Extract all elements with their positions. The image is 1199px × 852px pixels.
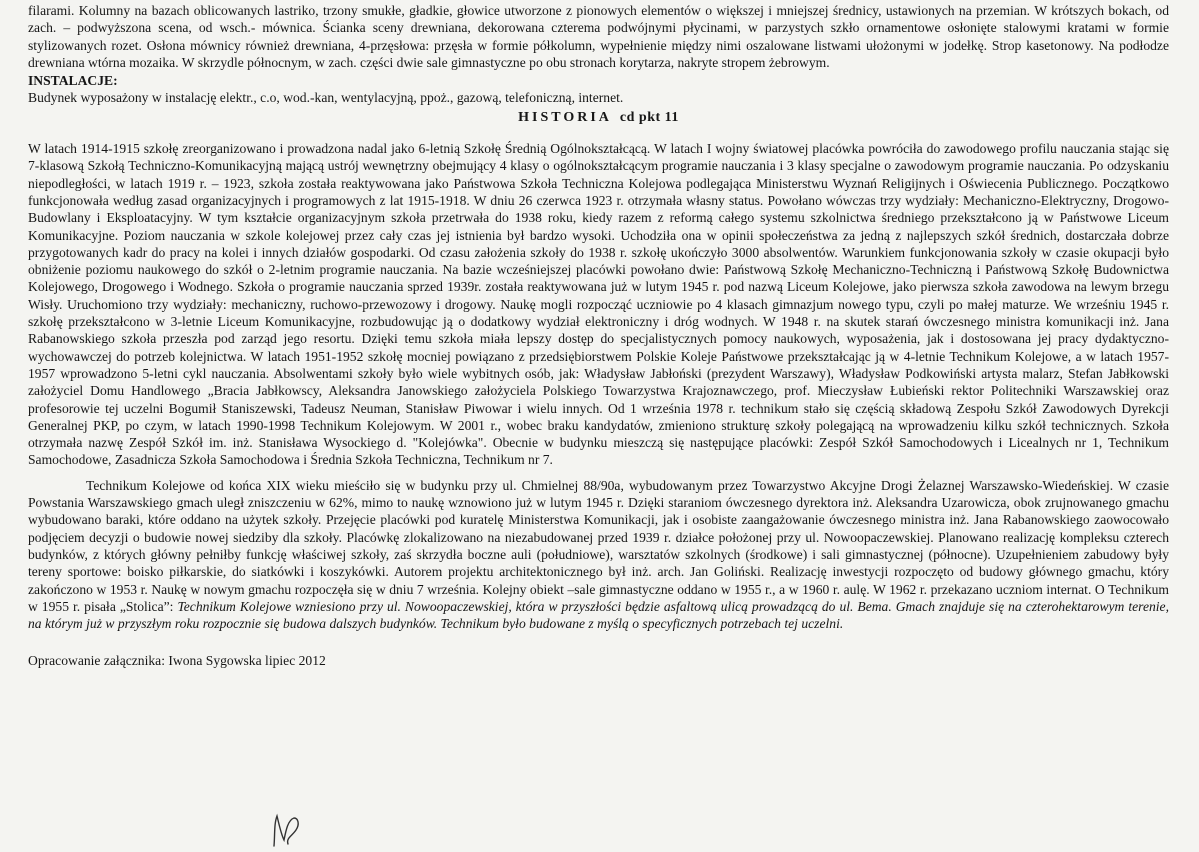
stolica-quote: Technikum Kolejowe wzniesiono przy ul. Nowoopaczewskiej, która w przyszłości będzie asfaltową ulicą prowadzącą do ul. Bema. Gmach znajduje się na czterohektarowym terenie, na którym już w przyszłym roku rozpocznie się budowa dalszych budynków. Technikum było budowane z myślą o specyficznych potrzebach tej uczelni. — [28, 598, 1169, 632]
historia-title-main: HISTORIA — [518, 109, 612, 125]
handwritten-signature — [270, 810, 304, 850]
historia-title-sub: cd pkt 11 — [619, 109, 679, 125]
instalacje-text: Budynek wyposażony w instalację elektr., c.o, wod.-kan, wentylacyjną, ppoż., gazową, telefoniczną, internet. — [28, 90, 624, 106]
author-note: Opracowanie załącznika: Iwona Sygowska lipiec 2012 — [28, 653, 326, 669]
historia-paragraph-2-text: Technikum Kolejowe od końca XIX wieku mieściło się w budynku przy ul. Chmielnej 88/90a, wybudowanym przez Towarzystwo Akcyjne Drogi Żelaznej Warszawsko-Wiedeńskiej. W czasie Powstania Warszawskiego gmach uległ zniszczeniu w 62%, mimo to naukę wznowiono już w lutym 1945 r. Dzięki staraniom ówczesnego dyrektora inż. Aleksandra Uzarowicza, obok zrujnowanego gmachu wybudowano baraki, które oddano na użytek szkoły. Przejęcie placówki pod kuratelę Ministerstwa Komunikacji, jak i osobiste zaangażowanie ówczesnego ministra inż. Jana Rabanowskiego zaowocowało podjęciem decyzji o budowie nowej siedziby dla szkoły. Placówkę zlokalizowano na niezabudowanej przed 1939 r. działce położonej przy ul. Nowoopaczewskiej. Planowano realizację kompleksu czterech budynków, z których główny pełniłby funkcję właściwej szkoły, zaś skrzydła boczne auli (południowe), warsztatów szkolnych (środkowe) i sali gimnastycznej (północne). Uzupełnieniem zabudowy były tereny sportowe: boisko piłkarskie, do siatkówki i koszykówki. Autorem projektu architektonicznego był inż. arch. Jan Goliński. Realizację inwestycji rozpoczęto od budowy głównego gmachu, który zakończono w 1953 r. Naukę w nowym gmachu rozpoczęła się w dniu 7 września. Kolejny obiekt –sale gimnastyczne oddano w 1955 r., a w 1960 r. aulę. W 1962 r. przekazano uczniom internat. O Technikum w 1955 r. pisała „Stolica”: — [28, 477, 1169, 614]
historia-paragraph-1: W latach 1914-1915 szkołę zreorganizowano i prowadzona nadal jako 6-letnią Szkołę Średnią Ogólnokształcącą. W latach I wojny światowej placówka powróciła do zawodowego profilu nauczania stając się 7-klasową Szkołą Techniczno-Komunikacyjną mającą ustrój wewnętrzny obejmujący 4 klasy o ogólnokształcącym programie nauczania i 3 klasy specjalne o zawodowym programie nauczania. Po odzyskaniu niepodległości, w latach 1919 r. – 1923, szkoła została reaktywowana jako Państwowa Szkoła Techniczna Kolejowa podlegająca Ministerstwu Wyznań Religijnych i Oświecenia Publicznego. Początkowo funkcjonowała według zasad organizacyjnych i programowych z lat 1915-1918. W dniu 26 czerwca 1923 r. otrzymała własny status. Powołano wówczas trzy wydziały: Mechaniczno-Elektryczny, Drogowo-Budowlany i Eksploatacyjny. W tym kształcie organizacyjnym szkoła przetrwała do 1938 roku, kiedy razem z reformą całego systemu szkolnictwa średniego przekształcono ją w Państwowe Liceum Komunikacyjne. Poziom nauczania w szkole kolejowej przez cały czas jej istnienia był bardzo wysoki. Uchodziła ona w opinii społeczeństwa za jedną z najlepszych szkół średnich, dostarczała dobrze przygotowanych kadr do pracy na kolei i innych działów gospodarki. Od czasu założenia szkoły do 1938 r. szkołę ukończyło 3000 absolwentów. Warunkiem funkcjonowania szkoły w czasie okupacji było obniżenie poziomu naukowego do szkół o 2-letnim programie nauczania. Na bazie wcześniejszej placówki powołano dwie: Państwową Szkołę Mechaniczno-Techniczną i Państwową Szkołę Budownictwa Kolejowego, Drogowego i Wodnego. Szkoła o programie nauczania sprzed 1939r. została reaktywowana już w lutym 1945 r. pod nazwą Liceum Kolejowe, jako pierwsza szkoła zawodowa na lewym brzegu Wisły. Uruchomiono trzy wydziały: mechaniczny, ruchowo-przewozowy i drogowy. Naukę mogli rozpocząć uczniowie po 4 klasach gimnazjum nowego typu, czyli po małej maturze. We wrześniu 1945 r. szkołę przekształcono w 3-letnie Liceum Komunikacyjne, rozbudowując ją o dodatkowy wydział elektroniczny i dróg wodnych. W 1948 r. na skutek starań ówczesnego ministra komunikacji inż. Jana Rabanowskiego szkoła przeszła pod zarząd jego resortu. Dzięki temu szkoła miała lepszy dostęp do specjalistycznych pomocy naukowych, wyposażenia, jak i dostosowana jej pracy dydaktyczno-wychowawczej do potrzeb kolejnictwa. W latach 1951-1952 szkołę mocniej powiązano z przedsiębiorstwem Polskie Koleje Państwowe przekształcając ją w 4-letnie Technikum Kolejowe, a w latach 1957-1957 wprowadzono 5-letni cykl nauczania. Absolwentami szkoły było wiele wybitnych osób, jak: Władysław Jabłoński (prezydent Warszawy), Władysław Podkowiński artysta malarz, Stefan Jabłkowski założyciel Domu Handlowego „Bracia Jabłkowscy, Aleksandra Janowskiego założyciela Polskiego Towarzystwa Krajoznawczego, prof. Mieczysław Łubieński rektor Politechniki Warszawskiej oraz profesorowie tej uczelni Bogumił Staniszewski, Tadeusz Neuman, Stanisław Piwowar i wielu innych. Od 1 września 1978 r. technikum stało się częścią składową Zespołu Szkół Zawodowych Dyrekcji Generalnej PKP, po czym, w latach 1990-1998 Technikum Kolejowym. W 2001 r., wobec braku kandydatów, zmieniono strukturę szkoły polegającą na wprowadzeniu kilku szkół technicznych. Szkoła otrzymała nazwę Zespół Szkół im. inż. Stanisława Wysockiego d. "Kolejówka". Obecnie w budynku mieszczą się następujące placówki: Zespół Szkół Samochodowych i Licealnych nr 1, Technikum Samochodowe, Zasadnicza Szkoła Samochodowa i Średnia Szkoła Techniczna, Technikum nr 7. — [28, 141, 1169, 468]
instalacje-heading: INSTALACJE: — [28, 73, 118, 89]
intro-paragraph: filarami. Kolumny na bazach oblicowanych lastriko, trzony smukłe, gładkie, głowice utworzone z pionowych elementów o większej i mniejszej średnicy, ustawionych na przemian. W krótszych bokach, od zach. – podwyższona scena, od wsch.- mównica. Ścianka sceny drewniana, dekorowana czterema podwójnymi płycinami, w parzystych szkło ornamentowe osłonięte stalowymi kratami w formie stylizowanych rozet. Osłona mównicy również drewniana, 4-przęsłowa: przęsła w formie półkolumn, wypełnienie między nimi oszalowane listwami ułożonymi w jodełkę. Strop kasetonowy. Na podłodze drewniana wtórna mozaika. W skrzydle północnym, w zach. części dwie sale gimnastyczne po obu stronach korytarza, nakryte stropem żebrowym. — [28, 3, 1169, 70]
historia-title — [28, 109, 1169, 126]
historia-paragraph-2 — [28, 477, 1169, 633]
